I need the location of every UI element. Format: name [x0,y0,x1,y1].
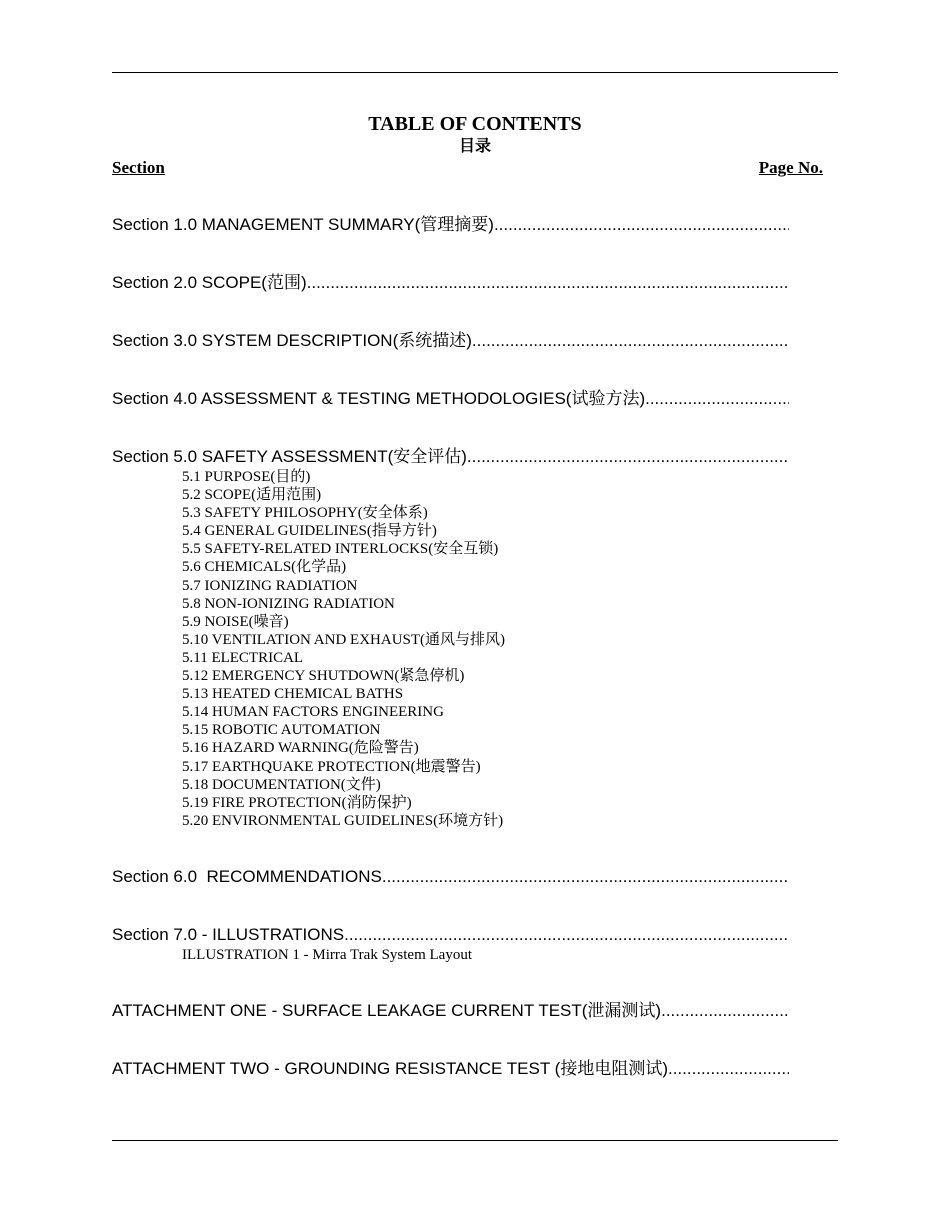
page-title: TABLE OF CONTENTS [368,113,582,135]
toc-subentry[interactable]: 5.9 NOISE(噪音) [182,613,289,630]
toc-subentry[interactable]: 5.13 HEATED CHEMICAL BATHS [182,686,404,703]
toc-subentry[interactable]: 5.7 IONIZING RADIATION [182,577,358,594]
dot-leader [661,1000,789,1022]
toc-entry-section-1[interactable] [112,214,789,236]
bottom-rule [112,1140,838,1141]
toc-subentry[interactable]: 5.16 HAZARD WARNING(危险警告) [182,740,419,757]
dot-leader [467,446,789,468]
toc-subentry[interactable]: ILLUSTRATION 1 - Mirra Trak System Layout [182,947,472,963]
toc-entry-label: ATTACHMENT TWO - GROUNDING RESISTANCE TEST (接地电阻测试) [112,1059,668,1078]
dot-leader [344,924,789,946]
dot-leader [494,214,789,236]
dot-leader [472,330,789,352]
toc-subentry[interactable]: 5.2 SCOPE(适用范围) [182,487,322,504]
toc-entry-label: Section 4.0 ASSESSMENT & TESTING METHODOLOGIES(试验方法) [112,389,646,408]
dot-leader [307,272,789,294]
toc-subentry[interactable]: 5.18 DOCUMENTATION(文件) [182,776,381,793]
toc-subentry[interactable]: 5.19 FIRE PROTECTION(消防保护) [182,794,412,811]
toc-entry-label: Section 2.0 SCOPE(范围) [112,273,307,292]
top-rule [112,72,838,73]
toc-subentry[interactable]: 5.20 ENVIRONMENTAL GUIDELINES(环境方针) [182,812,504,829]
column-header-page: Page No. [758,158,823,177]
toc-subentry[interactable]: 5.10 VENTILATION AND EXHAUST(通风与排风) [182,631,506,648]
toc-subentry[interactable]: 5.3 SAFETY PHILOSOPHY(安全体系) [182,505,428,522]
toc-subentry[interactable]: 5.15 ROBOTIC AUTOMATION [182,722,381,739]
toc-entry-label: ATTACHMENT ONE - SURFACE LEAKAGE CURRENT TEST(泄漏测试) [112,1001,662,1020]
toc-entry-section-3[interactable] [112,330,789,352]
dot-leader [645,388,789,410]
section-7-sublist [182,946,472,964]
toc-subentry[interactable]: 5.5 SAFETY-RELATED INTERLOCKS(安全互锁) [182,541,499,558]
page-subtitle: 目录 [458,136,491,155]
toc-subentry[interactable]: 5.17 EARTHQUAKE PROTECTION(地震警告) [182,758,481,775]
toc-entry-attachment-one[interactable] [112,1000,789,1022]
toc-entry-section-6[interactable] [112,866,789,888]
toc-subentry[interactable]: 5.11 ELECTRICAL [182,649,304,666]
column-header-section: Section [112,158,165,177]
dot-leader [382,866,789,888]
toc-entry-label: Section 6.0 RECOMMENDATIONS [112,867,382,886]
dot-leader [668,1058,789,1080]
toc-subentry[interactable]: 5.8 NON-IONIZING RADIATION [182,595,395,612]
toc-entry-attachment-two[interactable] [112,1058,789,1080]
toc-entry-section-4[interactable] [112,388,789,410]
section-5-sublist [182,468,505,830]
toc-entry-section-7[interactable] [112,924,789,946]
toc-entry-section-2[interactable] [112,272,789,294]
toc-entry-section-5[interactable] [112,446,789,468]
toc-entry-label: Section 1.0 MANAGEMENT SUMMARY(管理摘要) [112,215,494,234]
toc-subentry[interactable]: 5.6 CHEMICALS(化学品) [182,559,347,576]
toc-subentry[interactable]: 5.14 HUMAN FACTORS ENGINEERING [182,704,444,721]
toc-entry-label: Section 5.0 SAFETY ASSESSMENT(安全评估) [112,447,467,466]
toc-subentry[interactable]: 5.1 PURPOSE(目的) [182,469,311,485]
toc-entry-label: Section 3.0 SYSTEM DESCRIPTION(系统描述) [112,331,472,350]
toc-entry-label: Section 7.0 - ILLUSTRATIONS [112,925,345,944]
toc-subentry[interactable]: 5.12 EMERGENCY SHUTDOWN(紧急停机) [182,668,465,685]
toc-subentry[interactable]: 5.4 GENERAL GUIDELINES(指导方针) [182,523,437,540]
